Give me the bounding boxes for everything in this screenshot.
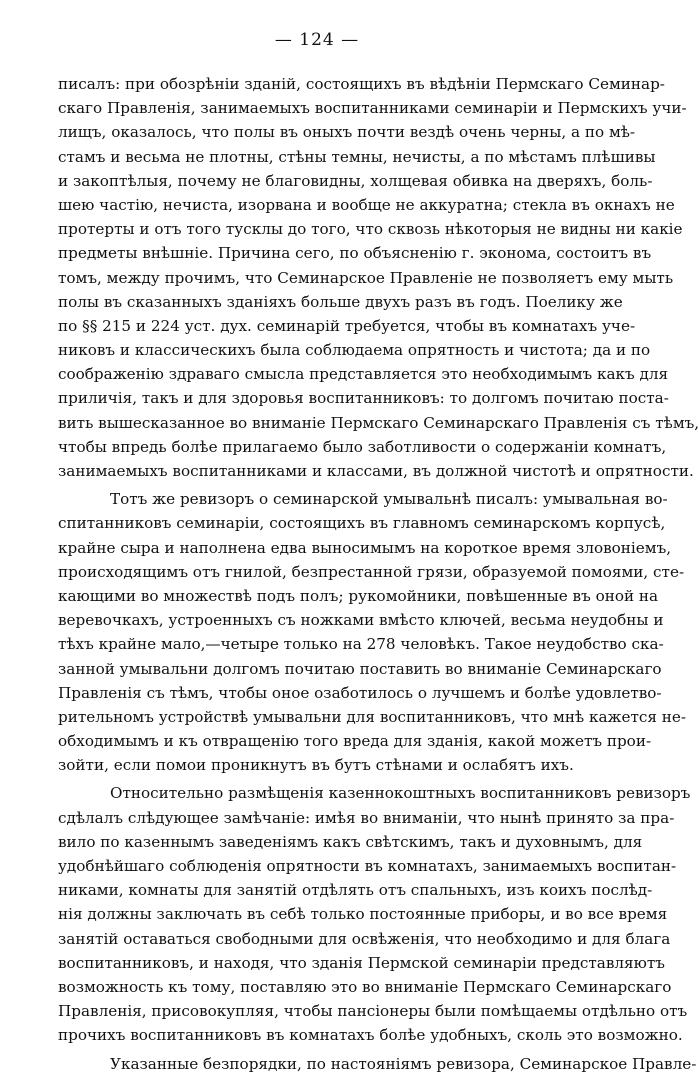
text-line: тѣхъ крайне мало,—четыре только на 278 человѣкъ. Такое неудобство ска- (58, 635, 664, 654)
text-line: и закоптѣлыя, почему не благовидны, холщевая обивка на дверяхъ, боль- (58, 171, 653, 190)
text-line: шею частію, нечиста, изорвана и вообще не аккуратна; стекла въ окнахъ не (58, 195, 675, 214)
text-line: веревочкахъ, устроенныхъ съ ножками вмѣсто ключей, весьма неудобны и (58, 611, 664, 630)
text-line: приличія, такъ и для здоровья воспитанниковъ: то долгомъ почитаю поста- (58, 389, 669, 408)
text-line: чтобы впредь болѣе прилагаемо было заботливости о содержаніи комнатъ, (58, 437, 667, 456)
page-number: — 124 — (274, 30, 360, 50)
text-line: возможность къ тому, поставляю это во вниманіе Пермскаго Семинарскаго (58, 977, 672, 996)
paragraph (58, 1052, 697, 1076)
text-line: Указанные безпорядки, по настояніямъ ревизора, Семинарское Правле- (110, 1054, 697, 1073)
text-line: удобнѣйшаго соблюденія опрятности въ комнатахъ, занимаемыхъ воспитан- (58, 857, 677, 875)
text-line: воспитанниковъ, и находя, что зданія Пермской семинаріи представляютъ (58, 953, 665, 972)
text-line: нія должны заключать въ себѣ только постоянные приборы, и во все время (58, 905, 668, 924)
text-line: протерты и отъ того тусклы до того, что сквозь нѣкоторыя не видны ни какіе (58, 220, 683, 239)
text-line: Правленія съ тѣмъ, чтобы оное озаботилось о лучшемъ и болѣе удовлетво- (58, 683, 662, 702)
text-line: вить вышесказанное во вниманіе Пермскаго Семинарскаго Правленія съ тѣмъ, (58, 413, 699, 432)
text-line: занной умывальни долгомъ почитаю поставить во вниманіе Семинарскаго (58, 659, 662, 678)
text-line: полы въ сказанныхъ зданіяхъ больше двухъ разъ въ годъ. Поелику же (58, 292, 623, 311)
text-line: по §§ 215 и 224 уст. дух. семинарій требуется, чтобы въ комнатахъ уче- (58, 316, 636, 335)
text-line: никами, комнаты для занятій отдѣлять отъ спальныхъ, изъ коихъ послѣд- (58, 881, 653, 900)
text-line: прочихъ воспитанниковъ въ комнатахъ болѣе удобныхъ, сколь это возможно. (58, 1026, 683, 1045)
text-line: Тотъ же ревизоръ о семинарской умывальнѣ писалъ: умывальная во- (110, 490, 668, 509)
text-line: скаго Правленія, занимаемыхъ воспитанниками семинаріи и Пермскихъ учи- (58, 99, 687, 118)
text-line: зойти, если помои проникнутъ въ бутъ стѣнами и ослабятъ ихъ. (58, 756, 574, 775)
text-line: занимаемыхъ воспитанниками и классами, въ должной чистотѣ и опрятности. (58, 462, 694, 480)
text-line: обходимымъ и къ отвращенію того вреда для зданія, какой можетъ прои- (58, 732, 652, 751)
paragraph (58, 487, 687, 777)
paragraph (58, 72, 699, 483)
text-line: спитанниковъ семинаріи, состоящихъ въ главномъ семинарскомъ корпусѣ, (58, 514, 666, 533)
text-line: никовъ и классическихъ была соблюдаема опрятность и чистота; да и по (58, 341, 651, 360)
text-line: Правленія, присовокупляя, чтобы пансіонеры были помѣщаемы отдѣльно отъ (58, 1002, 688, 1021)
text-line: рительномъ устройствѣ умывальни для воспитанниковъ, что мнѣ кажется не- (58, 707, 687, 726)
text-line: вило по казеннымъ заведеніямъ какъ свѣтскимъ, такъ и духовнымъ, для (58, 832, 643, 851)
text-line: происходящимъ отъ гнилой, безпрестанной грязи, образуемой помоями, сте- (58, 562, 685, 581)
text-line: кающими во множествѣ подъ полъ; рукомойники, повѣшенные въ оной на (58, 586, 659, 605)
text-line: писалъ: при обозрѣніи зданій, состоящихъ въ вѣдѣніи Пермскаго Семинар- (58, 75, 665, 93)
text-line: предметы внѣшніе. Причина сего, по объясненію г. эконома, состоитъ въ (58, 244, 652, 263)
paragraph (58, 781, 691, 1047)
text-line: томъ, между прочимъ, что Семинарское Правленіе не позволяетъ ему мыть (58, 268, 674, 287)
text-line: соображенію здраваго смысла представляется это необходимымъ какъ для (58, 365, 669, 384)
text-line: Относительно размѣщенія казеннокоштныхъ воспитанниковъ ревизоръ (110, 784, 691, 803)
text-line: лищъ, оказалось, что полы въ оныхъ почти вездѣ очень черны, а по мѣ- (58, 123, 636, 142)
body-text (58, 72, 699, 1076)
text-line: стамъ и весьма не плотны, стѣны темны, нечисты, а по мѣстамъ плѣшивы (58, 147, 656, 166)
text-line: занятій оставаться свободными для освѣженія, что необходимо и для блага (58, 929, 671, 948)
text-line: крайне сыра и наполнена едва выносимымъ на короткое время зловоніемъ, (58, 538, 672, 557)
text-line: сдѣлалъ слѣдующее замѣчаніе: имѣя во вниманіи, что нынѣ принято за пра- (58, 808, 675, 827)
